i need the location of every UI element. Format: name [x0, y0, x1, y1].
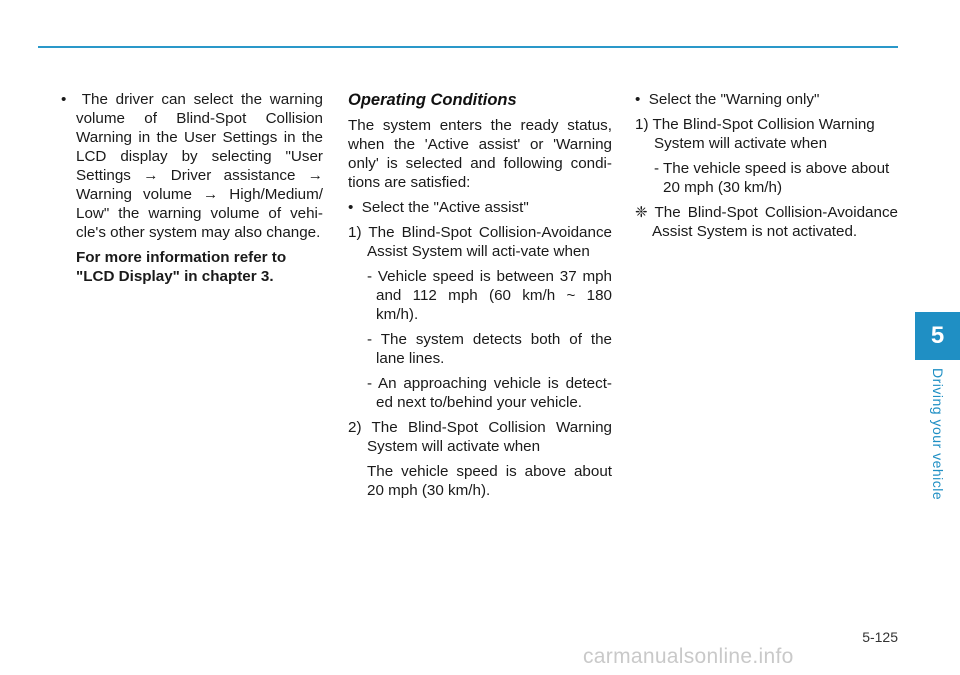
chapter-tab: 5: [915, 312, 960, 360]
bullet-text: The driver can select the warning volume of Blind-Spot Collision Warning in the User Settings in the LCD display by selecting "User Settings → Driver assistance → Warning volume → High/Medium/ Low" the warning volume of vehi-cle's other system may also change.: [76, 91, 323, 241]
item-2-condition: The vehicle speed is above about 20 mph (30 km/h).: [367, 463, 612, 499]
intro-paragraph: The system enters the ready status, when the 'Active assist' or 'Warning only' is selected and following condi-tions are satisfied:: [348, 117, 612, 191]
watermark: carmanualsonline.info: [583, 645, 794, 668]
page-number: 5-125: [862, 629, 898, 645]
numbered-item-2: [348, 418, 612, 456]
condition-speed: - Vehicle speed is between 37 mph and 112 mph (60 km/h ~ 180 km/h).: [367, 268, 612, 323]
condition-approaching-vehicle: - An approaching vehicle is detect-ed next to/behind your vehicle.: [367, 375, 612, 411]
not-activated-note: ❈ The Blind-Spot Collision-Avoidance Assist System is not activated.: [635, 204, 898, 240]
item-number: 1): [635, 116, 649, 133]
active-assist-bullet: • Select the "Active assist": [348, 199, 529, 216]
condition-speed: - The vehicle speed is above about 20 mph (30 km/h): [654, 160, 890, 196]
column-2: [348, 90, 612, 500]
warning-volume-bullet: • The driver can select the warning volume of Blind-Spot Collision Warning in the User Settings in the LCD display by selecting "User Settings → Driver assistance → Warning volume → High/Medium/ Low" the warning volume of vehi-cle's other system may also change.: [61, 91, 323, 241]
item-number: 2): [348, 419, 362, 436]
item-number: 1): [348, 224, 362, 241]
column-3: [635, 90, 898, 241]
bullet-text: Select the "Warning only": [648, 91, 820, 108]
section-heading: Operating Conditions: [348, 91, 517, 109]
item-text: The Blind-Spot Collision-Avoidance Assist System will acti-vate when: [367, 224, 612, 260]
numbered-item-1: [635, 115, 898, 153]
item-text: The Blind-Spot Collision Warning System will activate when: [652, 116, 875, 152]
header-rule: [38, 46, 898, 48]
item-text: The Blind-Spot Collision Warning System will activate when: [367, 419, 612, 455]
condition-lane-lines: - The system detects both of the lane lines.: [367, 331, 612, 367]
bullet-text: Select the "Active assist": [361, 199, 529, 216]
chapter-title: Driving your vehicle: [930, 368, 946, 501]
column-1: [61, 90, 323, 286]
numbered-item-1: [348, 223, 612, 261]
warning-only-bullet: • Select the "Warning only": [635, 91, 820, 108]
lcd-display-note: For more information refer to "LCD Display" in chapter 3.: [76, 249, 287, 285]
